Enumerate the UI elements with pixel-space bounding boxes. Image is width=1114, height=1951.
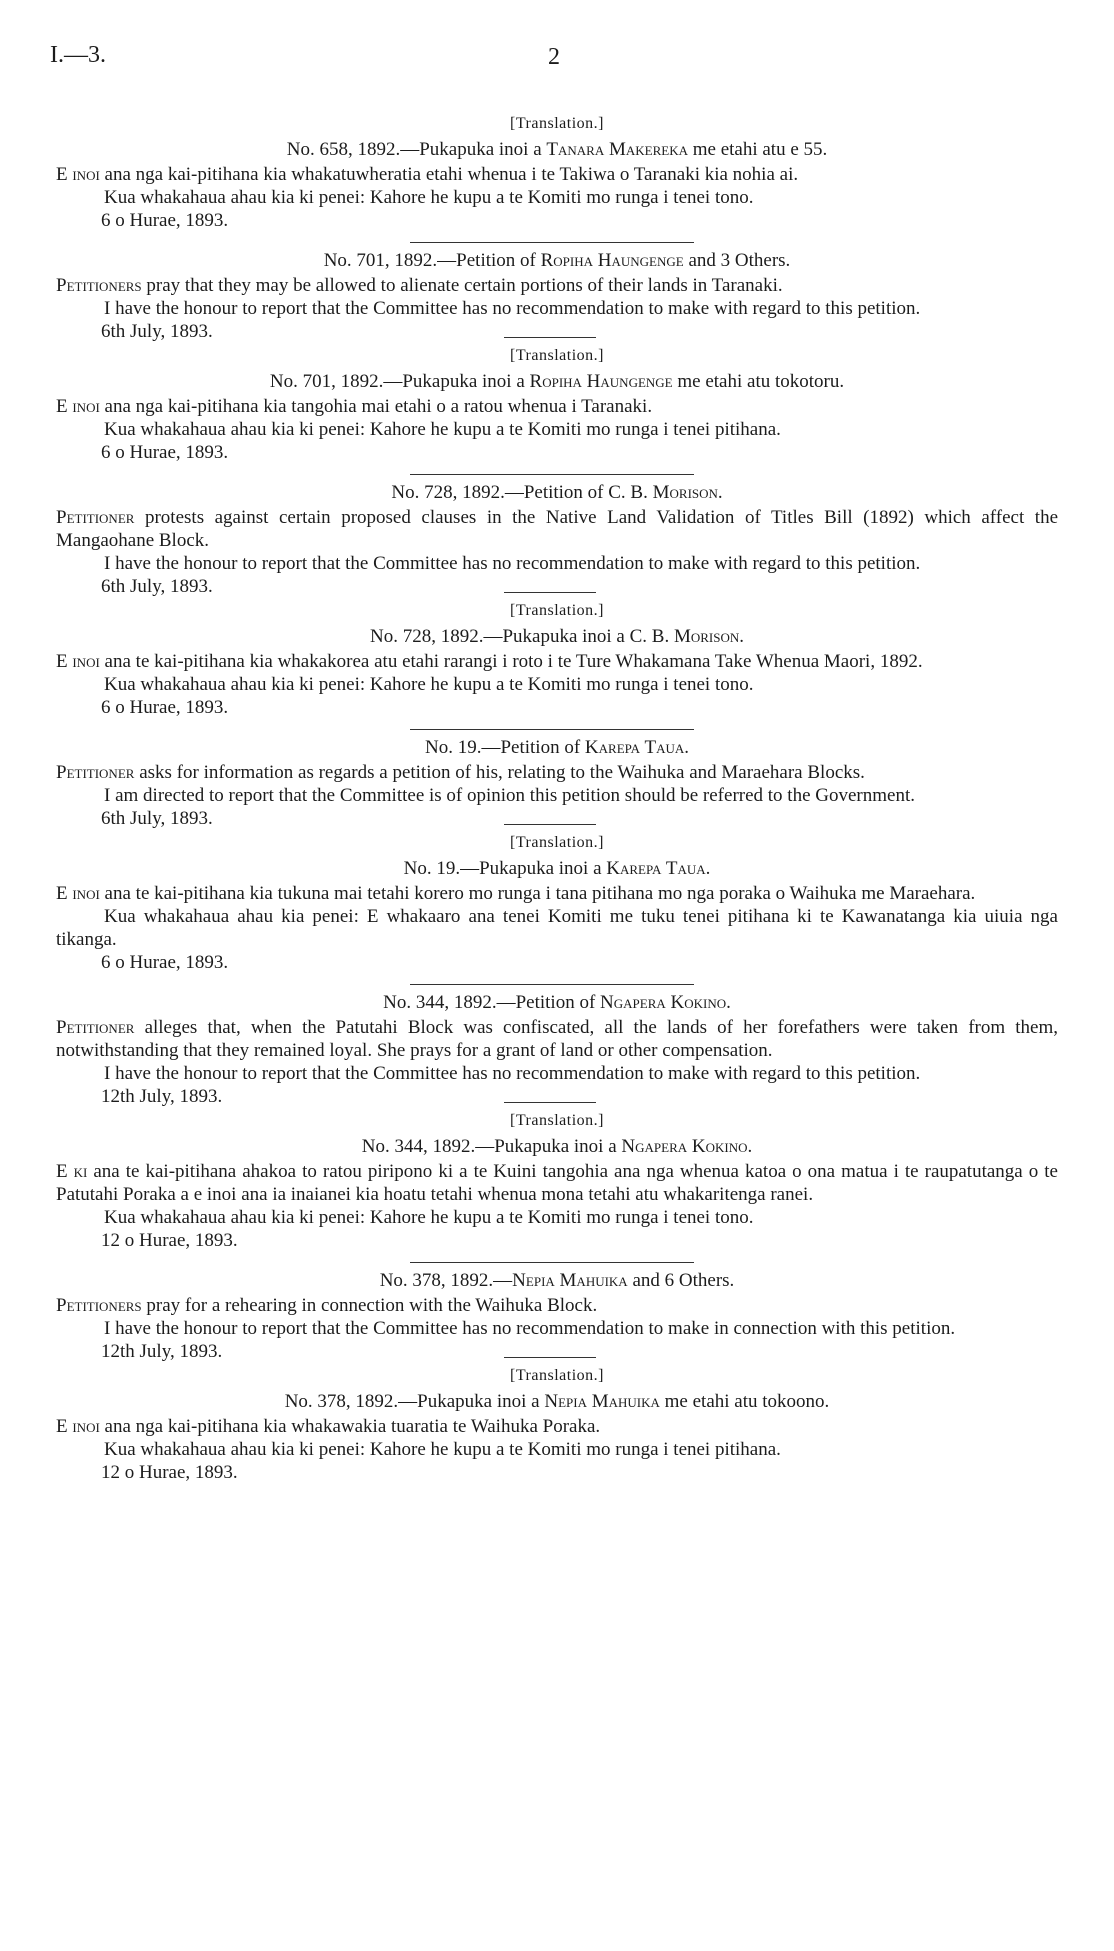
petition-heading: No. 344, 1892.—Petition of Ngapera Kokino. [383,992,731,1013]
report-date: 6th July, 1893. [101,808,213,829]
translation-divider [504,1102,596,1103]
petition-heading: No. 19.—Petition of Karepa Taua. [425,737,689,758]
petition-summary: E inoi ana te kai-pitihana kia whakakorea atu etahi rarangi i roto i te Ture Whakamana Take Whenua Maori, 1892. [56,651,923,672]
section-divider [410,1262,694,1263]
petition-summary: E inoi ana te kai-pitihana kia tukuna mai tetahi korero mo runga i tana pitihana mo nga poraka o Waihuka me Maraehara. [56,883,976,904]
translation-divider [504,824,596,825]
petition-heading: No. 728, 1892.—Pukapuka inoi a C. B. Morison. [369,626,745,647]
committee-report: I have the honour to report that the Committee has no recommendation to make with regard to this petition. [104,298,921,319]
petition-heading: No. 658, 1892.—Pukapuka inoi a Tanara Makereka me etahi atu e 55. [286,139,828,160]
translation-label: [Translation.] [510,1367,604,1384]
committee-report: I have the honour to report that the Committee has no recommendation to make in connection with this petition. [104,1318,956,1339]
translation-divider [504,592,596,593]
translation-label: [Translation.] [510,347,604,364]
petition-heading: No. 19.—Pukapuka inoi a Karepa Taua. [403,858,711,879]
petition-section [56,991,1058,1108]
section-divider [410,729,694,730]
petition-section [56,249,1058,343]
committee-report: Kua whakahaua ahau kia ki penei: Kahore he kupu a te Komiti mo runga i tenei tono. [104,1207,754,1228]
petition-summary: Petitioners pray that they may be allowed to alienate certain portions of their lands in Taranaki. [56,275,783,296]
petition-summary: E inoi ana nga kai-pitihana kia whakatuwheratia etahi whenua i te Takiwa o Taranaki kia nohia ai. [56,164,799,185]
committee-report: Kua whakahaua ahau kia penei: E whakaaro ana tenei Komiti me tuku tenei pitihana ki te Kawanatanga kia uiuia nga tikanga. [56,906,1058,950]
committee-report: Kua whakahaua ahau kia ki penei: Kahore he kupu a te Komiti mo runga i tenei pitihana. [104,1439,781,1460]
page-number: 2 [548,44,560,70]
translation-label: [Translation.] [510,602,604,619]
petition-summary: E ki ana te kai-pitihana ahakoa to ratou piripono ki a te Kuini tangohia ana nga whenua katoa o ona matua i te raupatutanga o te Patutahi Poraka a e inoi ana ia inaianei kia hoatu tetahi whenua mona tetahi atu whakaritenga ranei. [56,1161,1058,1205]
committee-report: I am directed to report that the Committee is of opinion this petition should be referred to the Government. [104,785,915,806]
petition-heading: No. 378, 1892.—Pukapuka inoi a Nepia Mahuika me etahi atu tokoono. [284,1391,830,1412]
report-date: 6th July, 1893. [101,321,213,342]
report-date: 6th July, 1893. [101,576,213,597]
report-date: 6 o Hurae, 1893. [101,697,229,718]
petition-summary: Petitioner alleges that, when the Patutahi Block was confiscated, all the lands of her forefathers were taken from them, notwithstanding that they remained loyal. She prays for a grant of land or other compensation. [56,1017,1058,1061]
report-date: 12 o Hurae, 1893. [101,1230,238,1251]
petition-heading: No. 728, 1892.—Petition of C. B. Morison. [391,482,723,503]
petition-section [56,370,1058,464]
petition-section [56,1390,1058,1484]
section-divider [410,984,694,985]
petition-section [56,138,1058,232]
report-date: 12th July, 1893. [101,1086,223,1107]
translation-label: [Translation.] [510,834,604,851]
petition-heading: No. 701, 1892.—Pukapuka inoi a Ropiha Haungenge me etahi atu tokotoru. [269,371,845,392]
petition-summary: E inoi ana nga kai-pitihana kia whakawakia tuaratia te Waihuka Poraka. [56,1416,601,1437]
petition-section [56,625,1058,719]
petition-summary: Petitioner protests against certain proposed clauses in the Native Land Validation of Titles Bill (1892) which affect the Mangaohane Block. [56,507,1058,551]
section-divider [410,242,694,243]
petition-section [56,736,1058,830]
committee-report: Kua whakahaua ahau kia ki penei: Kahore he kupu a te Komiti mo runga i tenei pitihana. [104,419,781,440]
series-code: I.—3. [50,42,106,68]
committee-report: I have the honour to report that the Committee has no recommendation to make with regard to this petition. [104,1063,921,1084]
translation-divider [504,337,596,338]
report-date: 6 o Hurae, 1893. [101,952,229,973]
section-divider [410,474,694,475]
petition-section [56,857,1058,974]
petition-summary: Petitioners pray for a rehearing in connection with the Waihuka Block. [56,1295,598,1316]
document-body [56,108,1058,1494]
petition-heading: No. 378, 1892.—Nepia Mahuika and 6 Others. [379,1270,735,1291]
report-date: 6 o Hurae, 1893. [101,210,229,231]
translation-label: [Translation.] [510,115,604,132]
petition-section [56,481,1058,598]
committee-report: Kua whakahaua ahau kia ki penei: Kahore he kupu a te Komiti mo runga i tenei tono. [104,187,754,208]
report-date: 12 o Hurae, 1893. [101,1462,238,1483]
report-date: 12th July, 1893. [101,1341,223,1362]
petition-heading: No. 701, 1892.—Petition of Ropiha Haungenge and 3 Others. [323,250,791,271]
petition-section [56,1269,1058,1363]
committee-report: I have the honour to report that the Committee has no recommendation to make with regard to this petition. [104,553,921,574]
petition-summary: Petitioner asks for information as regards a petition of his, relating to the Waihuka and Maraehara Blocks. [56,762,865,783]
translation-label: [Translation.] [510,1112,604,1129]
petition-section [56,1135,1058,1252]
committee-report: Kua whakahaua ahau kia ki penei: Kahore he kupu a te Komiti mo runga i tenei tono. [104,674,754,695]
translation-divider [504,1357,596,1358]
report-date: 6 o Hurae, 1893. [101,442,229,463]
petition-summary: E inoi ana nga kai-pitihana kia tangohia mai etahi o a ratou whenua i Taranaki. [56,396,653,417]
petition-heading: No. 344, 1892.—Pukapuka inoi a Ngapera Kokino. [361,1136,753,1157]
